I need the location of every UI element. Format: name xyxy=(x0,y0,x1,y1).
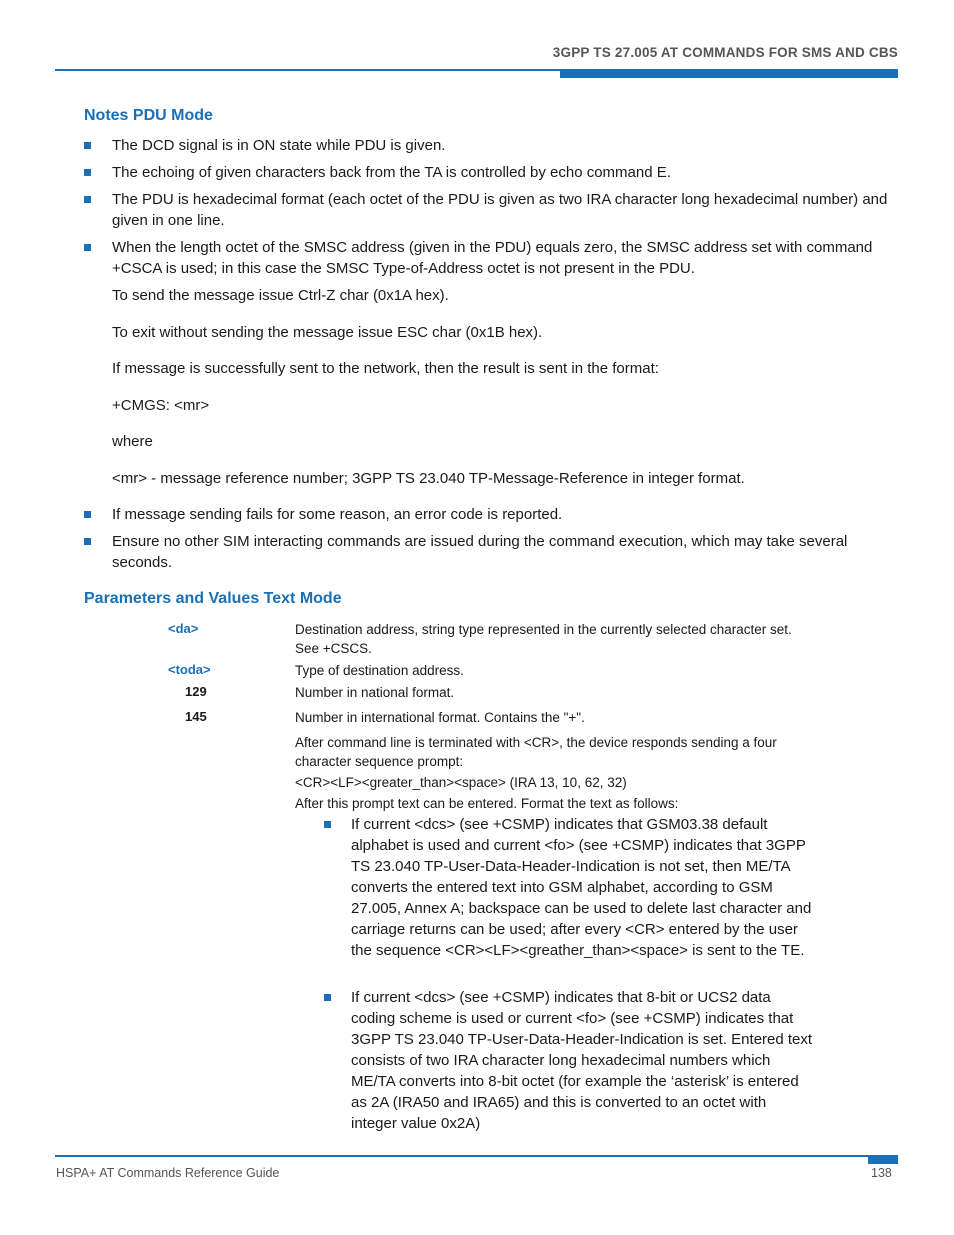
list-item xyxy=(324,987,814,1134)
param-value-desc: Number in national format. xyxy=(295,685,455,700)
footer-accent-bar xyxy=(868,1155,898,1164)
header-accent-bar xyxy=(560,69,898,78)
bullet-text: If current <dcs> (see +CSMP) indicates that 8-bit or UCS2 data coding scheme is used or current <fo> (see +CSMP) indicates that 3GPP TS 23.040 TP-User-Data-Header-Indication is set. Entered text consists of two IRA character long hexadecimal numbers which ME/TA converts into 8-bit octet (for example the ‘asterisk’ is entered as 2A (IRA50 and IRA65) and this is converted to an octet with integer value 0x2A) xyxy=(351,989,813,1132)
paragraph-result-format: If message is successfully sent to the network, then the result is sent in the format: xyxy=(112,360,659,377)
list-item xyxy=(84,162,898,183)
list-item xyxy=(84,504,898,525)
bullet-square-icon xyxy=(84,538,91,545)
paragraph-mr-definition: <mr> - message reference number; 3GPP TS 23.040 TP-Message-Reference in integer format. xyxy=(112,470,745,487)
bullet-square-icon xyxy=(324,994,331,1001)
prompt-sequence: <CR><LF><greater_than><space> (IRA 13, 10, 62, 32) xyxy=(295,775,627,790)
paragraph-cmgs: +CMGS: <mr> xyxy=(112,397,210,414)
parameters-text-mode-heading: Parameters and Values Text Mode xyxy=(84,590,342,607)
bullet-text: Ensure no other SIM interacting commands are issued during the command execution, which may take several seconds. xyxy=(112,533,848,571)
list-item xyxy=(84,135,898,156)
param-value-129: 129 xyxy=(185,684,207,699)
bullet-square-icon xyxy=(84,142,91,149)
bullet-text: When the length octet of the SMSC address (given in the PDU) equals zero, the SMSC address set with command +CSCA is used; in this case the SMSC Type-of-Address octet is not present in the PDU. xyxy=(112,239,873,277)
bullet-text: The PDU is hexadecimal format (each octet of the PDU is given as two IRA character long hexadecimal number) and given in one line. xyxy=(112,191,888,229)
paragraph-ctrl-z: To send the message issue Ctrl-Z char (0x1A hex). xyxy=(112,287,449,304)
bullet-square-icon xyxy=(84,169,91,176)
paragraph-where: where xyxy=(112,433,153,450)
bullet-square-icon xyxy=(84,244,91,251)
bullet-text: The DCD signal is in ON state while PDU is given. xyxy=(112,137,446,154)
bullet-square-icon xyxy=(324,821,331,828)
bullet-square-icon xyxy=(84,511,91,518)
param-name-da: <da> xyxy=(168,621,199,636)
paragraph-esc: To exit without sending the message issue ESC char (0x1B hex). xyxy=(112,324,543,341)
footer-document-title: HSPA+ AT Commands Reference Guide xyxy=(56,1166,280,1180)
bullet-text: If current <dcs> (see +CSMP) indicates that GSM03.38 default alphabet is used and current <fo> (see +CSMP) indicates that 3GPP TS 23.040 TP-User-Data-Header-Indication is not set, then ME/TA converts the entered text into GSM alphabet, according to GSM 27.005, Annex A; backspace can be used to delete last character and carriage returns can be used; after every <CR> entered by the user the sequence <CR><LF><greather_than><space> is sent to the TE. xyxy=(351,816,812,959)
page-number: 138 xyxy=(871,1166,892,1180)
running-header-title: 3GPP TS 27.005 AT COMMANDS FOR SMS AND CBS xyxy=(552,45,898,60)
prompt-description: After command line is terminated with <CR>, the device responds sending a four character sequence prompt: xyxy=(295,735,777,769)
list-item xyxy=(324,814,814,961)
param-desc-da: Destination address, string type represented in the currently selected character set. See +CSCS. xyxy=(295,622,792,656)
param-value-desc: Number in international format. Contains the "+". xyxy=(295,710,585,725)
param-name-toda: <toda> xyxy=(168,662,211,677)
bullet-text: The echoing of given characters back from the TA is controlled by echo command E. xyxy=(112,164,671,181)
footer-rule xyxy=(55,1155,898,1157)
list-item xyxy=(84,237,898,279)
notes-pdu-mode-heading: Notes PDU Mode xyxy=(84,107,213,124)
list-item xyxy=(84,531,898,573)
list-item xyxy=(84,189,898,231)
bullet-text: If message sending fails for some reason, an error code is reported. xyxy=(112,506,563,523)
param-value-145: 145 xyxy=(185,709,207,724)
param-desc-toda: Type of destination address. xyxy=(295,663,464,678)
prompt-followup: After this prompt text can be entered. Format the text as follows: xyxy=(295,796,679,811)
bullet-square-icon xyxy=(84,196,91,203)
